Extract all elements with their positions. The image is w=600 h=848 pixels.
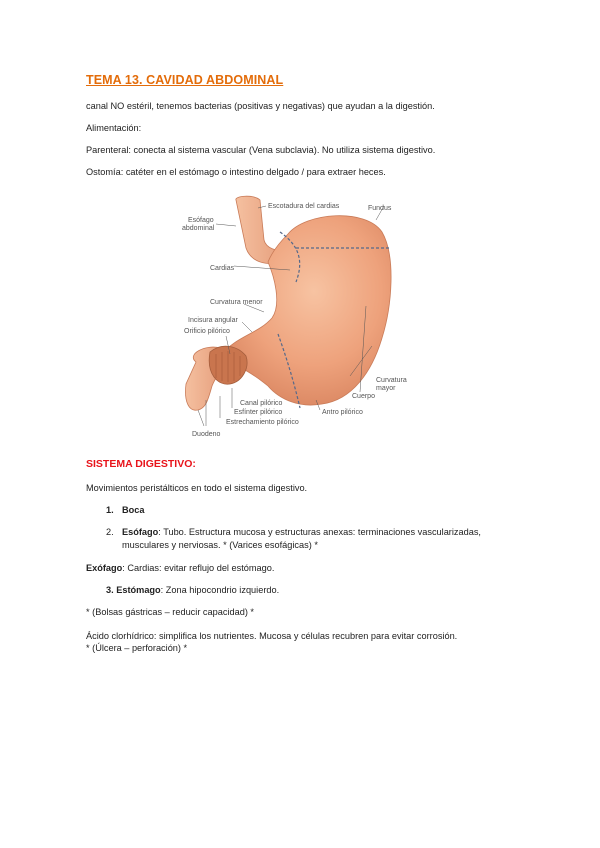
page-title: TEMA 13. CAVIDAD ABDOMINAL [86,73,284,87]
label-curvatura-mayor-2: mayor [376,385,396,392]
label-esofago: Esófago [188,217,214,224]
list-number: 2. [106,527,114,537]
acido-paragraph: Ácido clorhídrico: simplifica los nutrientes. Mucosa y células recubren para evitar corrosión. [86,631,458,641]
ulcera-paragraph: * (Úlcera – perforación) * [86,643,188,653]
parenteral-paragraph: Parenteral: conecta al sistema vascular (Vena subclavia). No utiliza sistema digestivo. [86,145,436,155]
label-duodeno: Duodeno [192,431,221,438]
list-item [106,504,114,516]
list-number: 1. [106,505,114,515]
list-item-label: Boca [122,505,145,515]
label-fundus: Fundus [368,205,392,212]
label-escotadura: Escotadura del cardias [268,203,340,210]
label-esfinter: Esfínter pilórico [234,409,283,416]
list-item-continuation: musculares y nerviosas. * (Varices esofágicas) * [122,540,318,550]
label-abdominal: abdominal [182,225,215,232]
label-incisura: Incisura angular [188,317,238,324]
section-title: SISTEMA DIGESTIVO: [86,458,196,470]
stomach-diagram [176,186,408,446]
label-canal: Canal pilórico [240,400,283,407]
label-curvatura-menor: Curvatura menor [210,299,263,306]
label-orificio: Orificio pilórico [184,328,230,335]
list-item: 3. Estómago: Zona hipocondrio izquierdo. [106,585,280,595]
label-cardias: Cardias [210,265,235,272]
ostomia-paragraph: Ostomía: catéter en el estómago o intestino delgado / para extraer heces. [86,167,386,177]
label-antro: Antro pilórico [322,409,363,416]
exofago-paragraph: Exófago: Cardias: evitar reflujo del estómago. [86,563,275,573]
movimientos-paragraph: Movimientos peristálticos en todo el sistema digestivo. [86,483,308,493]
bolsas-paragraph: * (Bolsas gástricas – reducir capacidad) * [86,607,255,617]
label-curvatura-mayor-1: Curvatura [376,377,407,384]
label-estrechamiento: Estrechamiento pilórico [226,419,299,426]
label-cuerpo: Cuerpo [352,393,375,400]
list-item: Esófago: Tubo. Estructura mucosa y estructuras anexas: terminaciones vascularizadas, [122,527,481,537]
intro-paragraph: canal NO estéril, tenemos bacterias (positivas y negativas) que ayudan a la digestión. [86,101,435,111]
alimentacion-heading: Alimentación: [86,123,142,133]
